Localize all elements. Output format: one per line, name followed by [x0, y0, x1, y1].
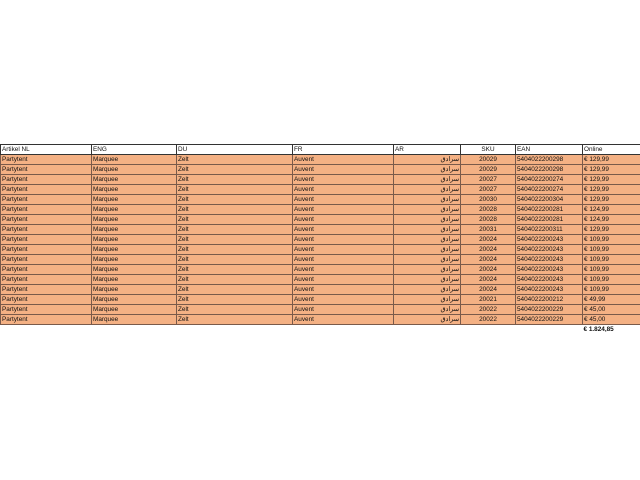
cell-eng[interactable]: Marquee: [92, 195, 177, 205]
cell-eng[interactable]: Marquee: [92, 255, 177, 265]
table-row: [1, 215, 640, 225]
cell-eng[interactable]: Marquee: [92, 205, 177, 215]
cell-ar[interactable]: سرادق: [394, 185, 461, 195]
cell-fr[interactable]: Auvent: [293, 155, 394, 165]
cell-ar[interactable]: سرادق: [394, 235, 461, 245]
cell-fr[interactable]: Auvent: [293, 315, 394, 325]
cell-fr[interactable]: Auvent: [293, 195, 394, 205]
cell-eng[interactable]: Marquee: [92, 225, 177, 235]
cell-ean[interactable]: 5404022200229: [516, 315, 583, 325]
header-eng[interactable]: ENG: [92, 145, 177, 155]
empty-cell: [177, 325, 293, 335]
cell-ar[interactable]: سرادق: [394, 295, 461, 305]
cell-fr[interactable]: Auvent: [293, 205, 394, 215]
cell-artikel-nl[interactable]: Partytent: [1, 205, 92, 215]
empty-cell: [516, 325, 583, 335]
cell-sku[interactable]: 20027: [461, 175, 516, 185]
spreadsheet-table: [0, 144, 640, 334]
cell-online[interactable]: € 129,99: [583, 155, 640, 165]
cell-du[interactable]: Zelt: [177, 315, 293, 325]
cell-eng[interactable]: Marquee: [92, 295, 177, 305]
cell-ean[interactable]: 5404022200311: [516, 225, 583, 235]
header-sku[interactable]: SKU: [461, 145, 516, 155]
cell-artikel-nl[interactable]: Partytent: [1, 315, 92, 325]
cell-du[interactable]: Zelt: [177, 295, 293, 305]
cell-ar[interactable]: سرادق: [394, 305, 461, 315]
cell-artikel-nl[interactable]: Partytent: [1, 175, 92, 185]
cell-eng[interactable]: Marquee: [92, 285, 177, 295]
cell-eng[interactable]: Marquee: [92, 175, 177, 185]
cell-online[interactable]: € 124,99: [583, 205, 640, 215]
cell-du[interactable]: Zelt: [177, 265, 293, 275]
table-row: [1, 155, 640, 165]
cell-ean[interactable]: 5404022200243: [516, 285, 583, 295]
cell-sku[interactable]: 20024: [461, 285, 516, 295]
cell-ar[interactable]: سرادق: [394, 205, 461, 215]
cell-du[interactable]: Zelt: [177, 305, 293, 315]
cell-ean[interactable]: 5404022200298: [516, 155, 583, 165]
header-ar[interactable]: AR: [394, 145, 461, 155]
cell-artikel-nl[interactable]: Partytent: [1, 285, 92, 295]
cell-du[interactable]: Zelt: [177, 215, 293, 225]
cell-eng[interactable]: Marquee: [92, 265, 177, 275]
cell-eng[interactable]: Marquee: [92, 275, 177, 285]
cell-sku[interactable]: 20022: [461, 305, 516, 315]
cell-du[interactable]: Zelt: [177, 195, 293, 205]
cell-ean[interactable]: 5404022200243: [516, 235, 583, 245]
total-row: [1, 325, 640, 335]
cell-ean[interactable]: 5404022200243: [516, 255, 583, 265]
cell-artikel-nl[interactable]: Partytent: [1, 255, 92, 265]
cell-ar[interactable]: سرادق: [394, 275, 461, 285]
header-ean[interactable]: EAN: [516, 145, 583, 155]
table-row: [1, 165, 640, 175]
cell-ean[interactable]: 5404022200212: [516, 295, 583, 305]
cell-fr[interactable]: Auvent: [293, 305, 394, 315]
table-row: [1, 185, 640, 195]
cell-sku[interactable]: 20024: [461, 235, 516, 245]
cell-sku[interactable]: 20024: [461, 245, 516, 255]
cell-ean[interactable]: 5404022200298: [516, 165, 583, 175]
cell-artikel-nl[interactable]: Partytent: [1, 165, 92, 175]
cell-sku[interactable]: 20031: [461, 225, 516, 235]
cell-ean[interactable]: 5404022200274: [516, 175, 583, 185]
cell-fr[interactable]: Auvent: [293, 235, 394, 245]
cell-eng[interactable]: Marquee: [92, 215, 177, 225]
cell-online[interactable]: € 129,99: [583, 185, 640, 195]
empty-cell: [461, 325, 516, 335]
cell-online[interactable]: € 129,99: [583, 175, 640, 185]
cell-fr[interactable]: Auvent: [293, 185, 394, 195]
cell-ean[interactable]: 5404022200243: [516, 275, 583, 285]
cell-du[interactable]: Zelt: [177, 285, 293, 295]
empty-cell: [394, 325, 461, 335]
cell-artikel-nl[interactable]: Partytent: [1, 245, 92, 255]
cell-online[interactable]: € 109,99: [583, 245, 640, 255]
cell-ar[interactable]: سرادق: [394, 215, 461, 225]
cell-online[interactable]: € 45,00: [583, 315, 640, 325]
cell-fr[interactable]: Auvent: [293, 165, 394, 175]
empty-cell: [92, 325, 177, 335]
header-row: [1, 145, 640, 155]
cell-ar[interactable]: سرادق: [394, 165, 461, 175]
cell-du[interactable]: Zelt: [177, 275, 293, 285]
cell-artikel-nl[interactable]: Partytent: [1, 195, 92, 205]
cell-ean[interactable]: 5404022200281: [516, 215, 583, 225]
table-row: [1, 235, 640, 245]
cell-online[interactable]: € 109,99: [583, 275, 640, 285]
cell-online[interactable]: € 129,99: [583, 195, 640, 205]
cell-ar[interactable]: سرادق: [394, 265, 461, 275]
empty-cell: [1, 325, 92, 335]
cell-ar[interactable]: سرادق: [394, 255, 461, 265]
cell-eng[interactable]: Marquee: [92, 235, 177, 245]
cell-ar[interactable]: سرادق: [394, 285, 461, 295]
cell-du[interactable]: Zelt: [177, 185, 293, 195]
cell-eng[interactable]: Marquee: [92, 245, 177, 255]
cell-ar[interactable]: سرادق: [394, 315, 461, 325]
cell-artikel-nl[interactable]: Partytent: [1, 225, 92, 235]
cell-eng[interactable]: Marquee: [92, 305, 177, 315]
table-row: [1, 315, 640, 325]
cell-artikel-nl[interactable]: Partytent: [1, 265, 92, 275]
cell-fr[interactable]: Auvent: [293, 215, 394, 225]
cell-ean[interactable]: 5404022200243: [516, 245, 583, 255]
cell-fr[interactable]: Auvent: [293, 275, 394, 285]
cell-online[interactable]: € 129,99: [583, 225, 640, 235]
cell-online[interactable]: € 109,99: [583, 285, 640, 295]
cell-du[interactable]: Zelt: [177, 235, 293, 245]
cell-artikel-nl[interactable]: Partytent: [1, 295, 92, 305]
cell-artikel-nl[interactable]: Partytent: [1, 305, 92, 315]
table-row: [1, 195, 640, 205]
table-row: [1, 305, 640, 315]
cell-du[interactable]: Zelt: [177, 205, 293, 215]
cell-ean[interactable]: 5404022200274: [516, 185, 583, 195]
cell-sku[interactable]: 20028: [461, 205, 516, 215]
cell-sku[interactable]: 20024: [461, 255, 516, 265]
cell-online[interactable]: € 129,99: [583, 165, 640, 175]
header-online[interactable]: Online: [583, 145, 640, 155]
cell-online[interactable]: € 45,00: [583, 305, 640, 315]
cell-fr[interactable]: Auvent: [293, 225, 394, 235]
cell-ar[interactable]: سرادق: [394, 155, 461, 165]
cell-fr[interactable]: Auvent: [293, 245, 394, 255]
cell-ean[interactable]: 5404022200243: [516, 265, 583, 275]
cell-sku[interactable]: 20024: [461, 265, 516, 275]
table-row: [1, 295, 640, 305]
cell-sku[interactable]: 20027: [461, 185, 516, 195]
cell-sku[interactable]: 20029: [461, 155, 516, 165]
table-row: [1, 245, 640, 255]
header-du[interactable]: DU: [177, 145, 293, 155]
cell-eng[interactable]: Marquee: [92, 185, 177, 195]
cell-du[interactable]: Zelt: [177, 155, 293, 165]
cell-online[interactable]: € 109,99: [583, 265, 640, 275]
table-row: [1, 205, 640, 215]
table-row: [1, 285, 640, 295]
cell-ean[interactable]: 5404022200229: [516, 305, 583, 315]
cell-sku[interactable]: 20030: [461, 195, 516, 205]
cell-ar[interactable]: سرادق: [394, 195, 461, 205]
cell-ean[interactable]: 5404022200304: [516, 195, 583, 205]
cell-du[interactable]: Zelt: [177, 165, 293, 175]
cell-du[interactable]: Zelt: [177, 175, 293, 185]
cell-ar[interactable]: سرادق: [394, 245, 461, 255]
cell-artikel-nl[interactable]: Partytent: [1, 235, 92, 245]
cell-artikel-nl[interactable]: Partytent: [1, 215, 92, 225]
cell-fr[interactable]: Auvent: [293, 285, 394, 295]
cell-artikel-nl[interactable]: Partytent: [1, 275, 92, 285]
cell-ar[interactable]: سرادق: [394, 225, 461, 235]
cell-online[interactable]: € 49,99: [583, 295, 640, 305]
cell-online[interactable]: € 109,99: [583, 255, 640, 265]
cell-du[interactable]: Zelt: [177, 255, 293, 265]
cell-ean[interactable]: 5404022200281: [516, 205, 583, 215]
table-row: [1, 175, 640, 185]
cell-online[interactable]: € 124,99: [583, 215, 640, 225]
cell-eng[interactable]: Marquee: [92, 315, 177, 325]
table-row: [1, 265, 640, 275]
cell-fr[interactable]: Auvent: [293, 295, 394, 305]
cell-fr[interactable]: Auvent: [293, 265, 394, 275]
total-online-value[interactable]: € 1.824,85: [583, 325, 640, 335]
empty-cell: [293, 325, 394, 335]
table-row: [1, 275, 640, 285]
table-row: [1, 255, 640, 265]
header-fr[interactable]: FR: [293, 145, 394, 155]
cell-du[interactable]: Zelt: [177, 245, 293, 255]
cell-sku[interactable]: 20028: [461, 215, 516, 225]
cell-fr[interactable]: Auvent: [293, 175, 394, 185]
cell-ar[interactable]: سرادق: [394, 175, 461, 185]
cell-sku[interactable]: 20021: [461, 295, 516, 305]
cell-eng[interactable]: Marquee: [92, 165, 177, 175]
table-row: [1, 225, 640, 235]
cell-fr[interactable]: Auvent: [293, 255, 394, 265]
cell-online[interactable]: € 109,99: [583, 235, 640, 245]
cell-sku[interactable]: 20024: [461, 275, 516, 285]
cell-artikel-nl[interactable]: Partytent: [1, 155, 92, 165]
cell-sku[interactable]: 20029: [461, 165, 516, 175]
cell-sku[interactable]: 20022: [461, 315, 516, 325]
header-artikel-nl[interactable]: Artikel NL: [1, 145, 92, 155]
cell-eng[interactable]: Marquee: [92, 155, 177, 165]
cell-artikel-nl[interactable]: Partytent: [1, 185, 92, 195]
cell-du[interactable]: Zelt: [177, 225, 293, 235]
